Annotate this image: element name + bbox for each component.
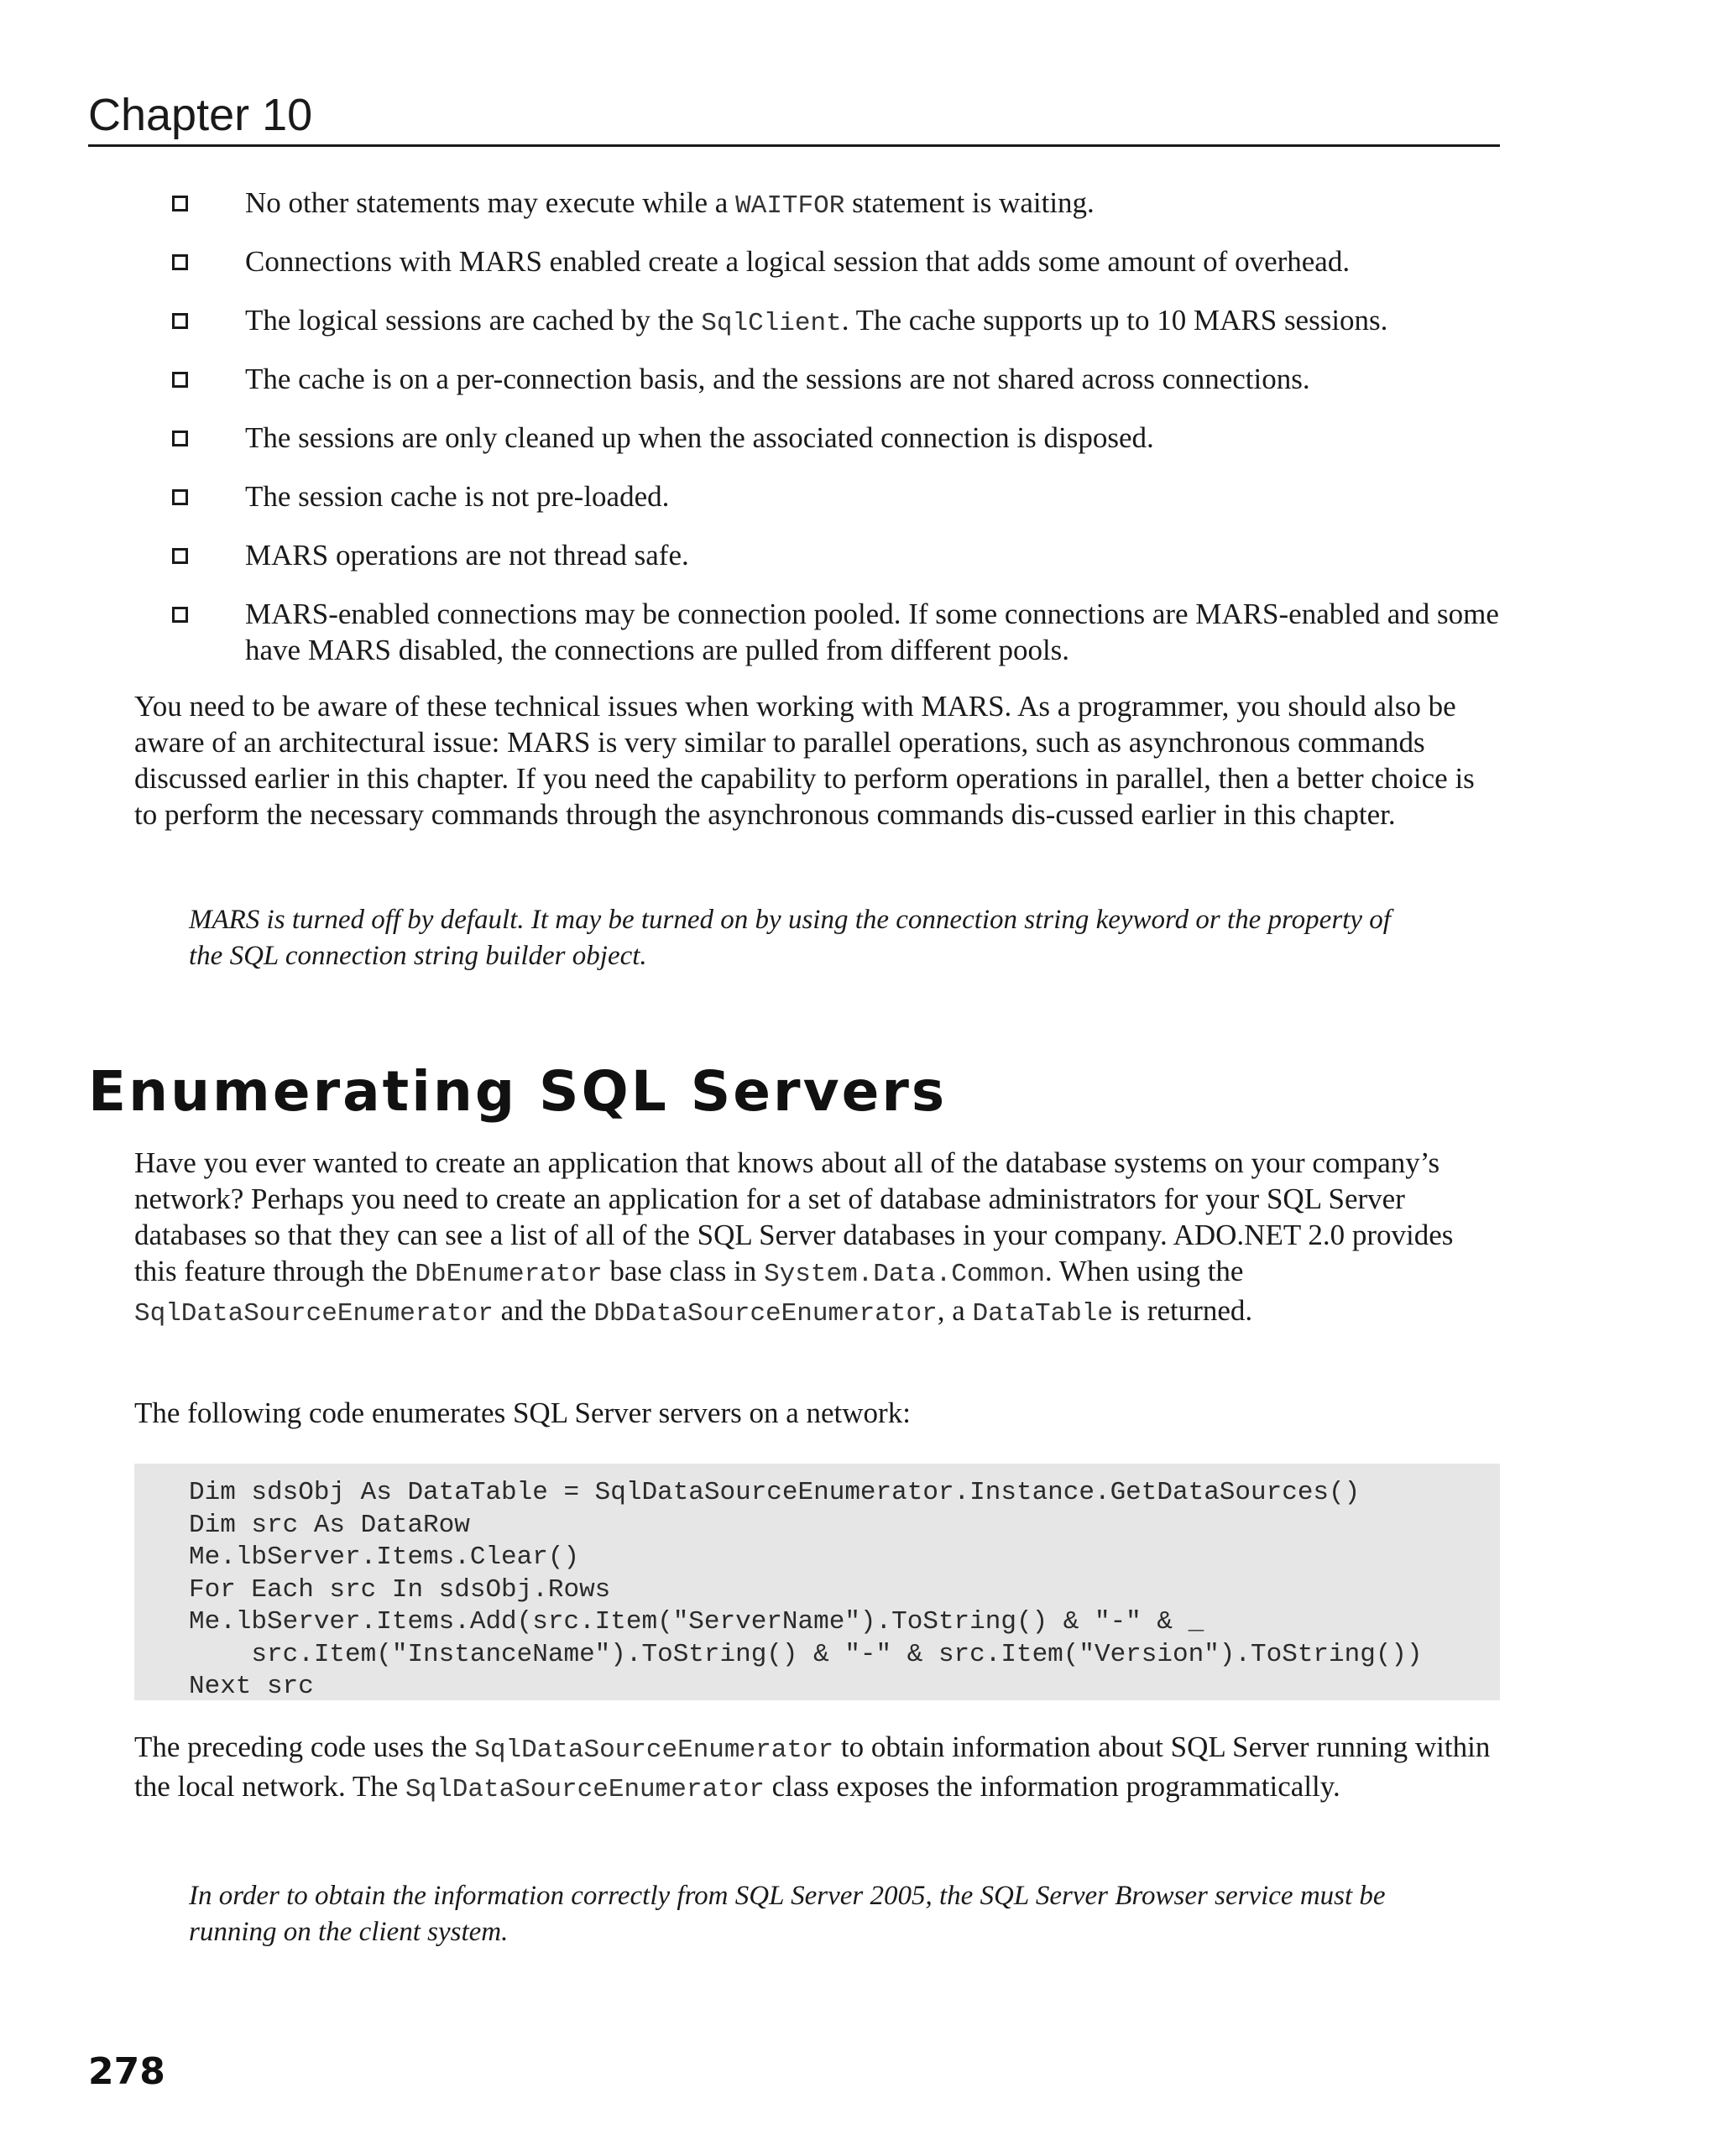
code-line: Me.lbServer.Items.Clear() bbox=[189, 1543, 580, 1572]
code-block bbox=[134, 1464, 1500, 1700]
code-line: Dim src As DataRow bbox=[189, 1510, 470, 1540]
chapter-title: Chapter 10 bbox=[88, 90, 313, 140]
code-line: Next src bbox=[189, 1672, 314, 1701]
list-item: The cache is on a per-connection basis, and the sessions are not shared across connections. bbox=[172, 361, 1515, 400]
inline-code: SqlDataSourceEnumerator bbox=[405, 1775, 765, 1804]
note-paragraph: In order to obtain the information correctly from SQL Server 2005, the SQL Server Browser service must be running on the client system. bbox=[189, 1881, 1386, 1947]
body-paragraph: Have you ever wanted to create an application that knows about all of the database systems on your company’s network? Perhaps you need to create an application for a set of database administrators for your SQL Server databases so that they can see a list of all of the SQL Server databases in your company. ADO.NET 2.0 provides this feature through the DbEnumerator base class in System.Data.Common. When using the SqlDataSourceEnumerator and the DbDataSourceEnumerator, a DataTable is returned. bbox=[134, 1146, 1454, 1329]
inline-code: SqlDataSourceEnumerator bbox=[474, 1736, 834, 1765]
inline-code: DataTable bbox=[972, 1299, 1113, 1329]
inline-code: SqlDataSourceEnumerator bbox=[134, 1299, 494, 1329]
checkbox-bullet-icon bbox=[172, 254, 188, 270]
body-paragraph: You need to be aware of these technical issues when working with MARS. As a programmer, you should also be aware of an architectural issue: MARS is very similar to parallel operations, such as asynchronous commands discussed earlier in this chapter. If you need the capability to perform operations in parallel, then a better choice is to perform the necessary commands through the asynchronous commands dis-cussed earlier in this chapter. bbox=[134, 690, 1475, 831]
bullet-list bbox=[172, 185, 1515, 691]
list-item: The sessions are only cleaned up when the associated connection is disposed. bbox=[172, 420, 1515, 459]
checkbox-bullet-icon bbox=[172, 313, 188, 329]
checkbox-bullet-icon bbox=[172, 607, 188, 623]
list-item: MARS-enabled connections may be connection pooled. If some connections are MARS-enabled and some have MARS disabled, the connections are pulled from different pools. bbox=[172, 596, 1515, 671]
list-item: The logical sessions are cached by the SqlClient. The cache supports up to 10 MARS sessions. bbox=[172, 302, 1515, 342]
checkbox-bullet-icon bbox=[172, 548, 188, 564]
page-number: 278 bbox=[88, 2050, 165, 2093]
checkbox-bullet-icon bbox=[172, 489, 188, 505]
section-heading: Enumerating SQL Servers bbox=[88, 1059, 948, 1124]
list-item: The session cache is not pre-loaded. bbox=[172, 478, 1515, 518]
inline-code: System.Data.Common bbox=[764, 1260, 1045, 1289]
inline-code: SqlClient bbox=[701, 309, 842, 338]
code-line: src.Item("InstanceName").ToString() & "-" & src.Item("Version").ToString()) bbox=[189, 1639, 1423, 1669]
list-item: MARS operations are not thread safe. bbox=[172, 537, 1515, 577]
running-header bbox=[88, 88, 1500, 147]
checkbox-bullet-icon bbox=[172, 431, 188, 446]
list-item: No other statements may execute while a WAITFOR statement is waiting. bbox=[172, 185, 1515, 224]
note-paragraph: MARS is turned off by default. It may be turned on by using the connection string keyword or the property of the SQL connection string builder object. bbox=[189, 905, 1391, 971]
checkbox-bullet-icon bbox=[172, 196, 188, 211]
code-line: For Each src In sdsObj.Rows bbox=[189, 1574, 611, 1605]
code-line: Dim sdsObj As DataTable = SqlDataSourceEnumerator.Instance.GetDataSources() bbox=[189, 1478, 1361, 1507]
inline-code: WAITFOR bbox=[735, 191, 845, 221]
body-paragraph: The following code enumerates SQL Server servers on a network: bbox=[134, 1396, 911, 1429]
inline-code: DbEnumerator bbox=[415, 1260, 603, 1289]
list-item: Connections with MARS enabled create a logical session that adds some amount of overhead. bbox=[172, 243, 1515, 283]
body-paragraph: The preceding code uses the SqlDataSourceEnumerator to obtain information about SQL Server running within the local network. The SqlDataSourceEnumerator class exposes the information programmatically. bbox=[134, 1731, 1491, 1804]
code-line: Me.lbServer.Items.Add(src.Item("ServerName").ToString() & "-" & _ bbox=[189, 1607, 1204, 1637]
checkbox-bullet-icon bbox=[172, 372, 188, 388]
inline-code: DbDataSourceEnumerator bbox=[593, 1299, 938, 1329]
